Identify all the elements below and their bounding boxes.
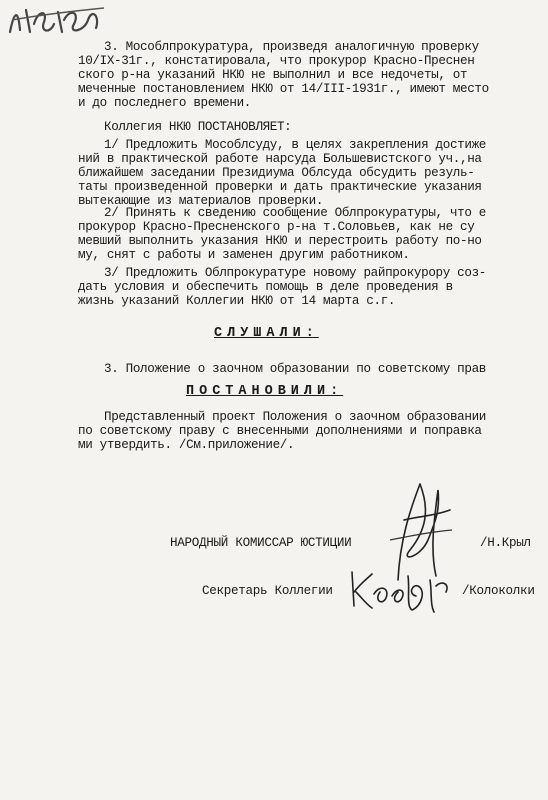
secretary-signature (346, 566, 456, 616)
heard-item: 3. Положение о заочном образовании по советскому прав (104, 362, 486, 376)
text-line: ми утвердить. /См.приложение/. (78, 438, 295, 452)
text-line: дать условия и обеспечить помощь в деле проведения в (78, 280, 453, 294)
commissar-name: /Н.Крыл (480, 536, 531, 550)
text-line: таты произведенной проверки и дать практические указания (78, 180, 482, 194)
text-line: по советскому праву с внесенными дополнениями и поправка (78, 424, 482, 438)
text-line: прокурор Красно-Пресненского р-на т.Соловьев, как не су (78, 220, 475, 234)
text-line: 3. Мособлпрокуратура, произведя аналогичную проверку (104, 40, 479, 54)
secretary-name: /Колоколки (462, 584, 535, 598)
secretary-title: Секретарь Коллегии (202, 584, 333, 598)
resolved-heading: ПОСТАНОВИЛИ: (186, 384, 344, 399)
text-line: мевший выполнить указания НКЮ и перестроить работу по-но (78, 234, 482, 248)
handwritten-page-number (4, 2, 114, 38)
text-line: ского р-на указаний НКЮ не выполнил и все недочеты, от (78, 68, 468, 82)
text-line: вытекающие из материалов проверки. (78, 194, 324, 208)
commissar-title: НАРОДНЫЙ КОМИССАР ЮСТИЦИИ (170, 536, 352, 550)
text-line: 2/ Принять к сведению сообщение Облпрокуратуры, что е (104, 206, 486, 220)
text-line: ний в практической работе нарсуда Большевистского уч.,на (78, 152, 482, 166)
text-line: 10/IX-31г., констатировала, что прокурор Красно-Преснен (78, 54, 475, 68)
text-line: ближайшем заседании Президиума Облсуда обсудить резуль- (78, 166, 475, 180)
text-line: 1/ Предложить Мособлсуду, в целях закрепления достиже (104, 138, 486, 152)
text-line: му, снят с работы и заменен другим работником. (78, 248, 410, 262)
resolves-heading: Коллегия НКЮ ПОСТАНОВЛЯЕТ: (104, 120, 292, 134)
text-line: жизнь указаний Коллегии НКЮ от 14 марта с.г. (78, 294, 396, 308)
heard-heading: СЛУШАЛИ: (214, 326, 319, 341)
text-line: меченные постановлением НКЮ от 14/III-1931г., имеют место (78, 82, 489, 96)
text-line: и до последнего времени. (78, 96, 251, 110)
text-line: Представленный проект Положения о заочном образовании (104, 410, 486, 424)
text-line: 3/ Предложить Облпрокуратуре новому райпрокурору соз- (104, 266, 486, 280)
